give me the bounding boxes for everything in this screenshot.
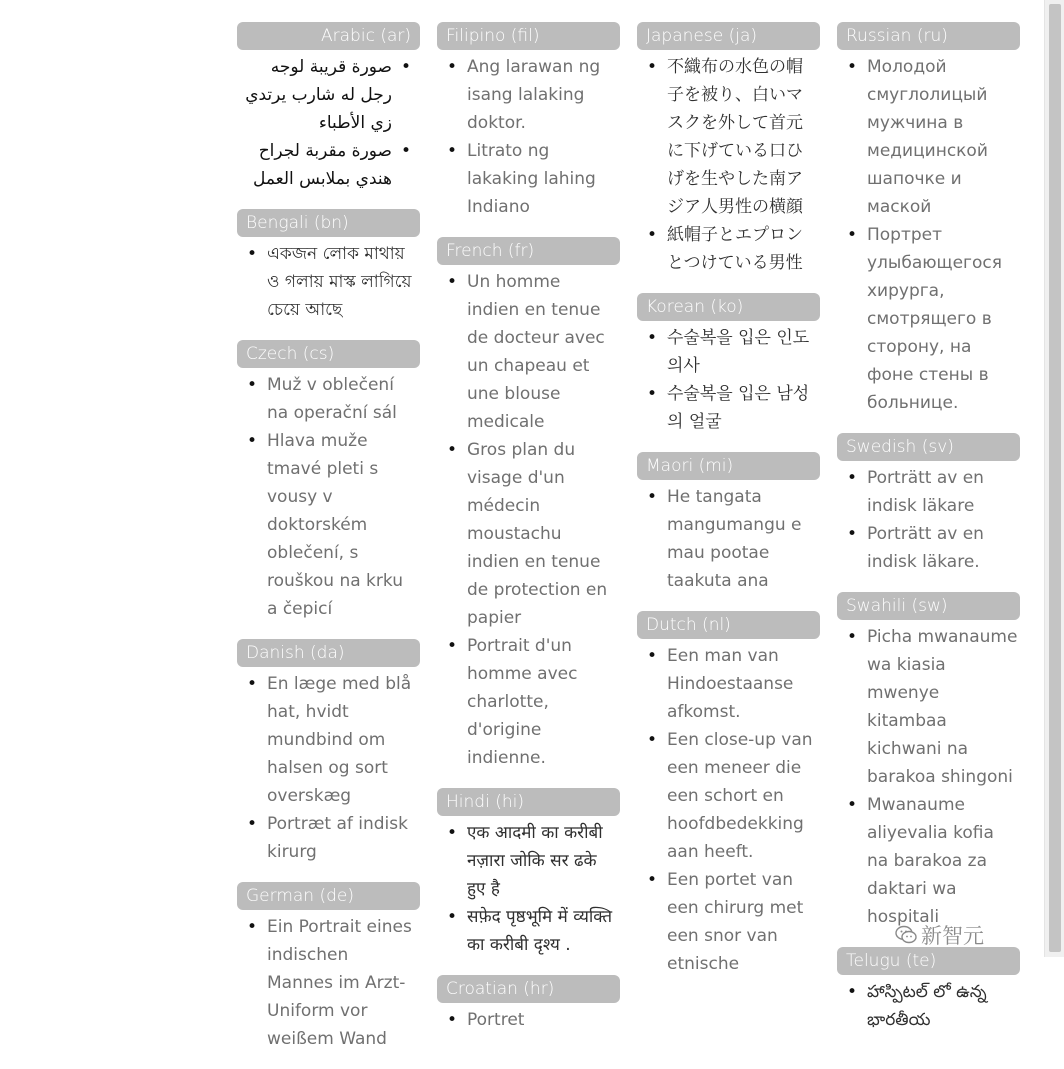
language-section [837, 592, 1020, 931]
caption-item: • En læge med blå hat, hvidt mundbind om halsen og sort overskæg [237, 670, 420, 810]
caption-item: • Picha mwanaume wa kiasia mwenye kitambaa kichwani na barakoa shingoni [837, 623, 1020, 791]
watermark [895, 918, 1035, 952]
caption-item: • Ang larawan ng isang lalaking doktor. [437, 53, 620, 137]
language-section [837, 22, 1020, 417]
language-header: Bengali (bn) [237, 209, 420, 237]
caption-item: • একজন লোক মাথায় ও গলায় মাস্ক লাগিয়ে চেয়ে আছে [237, 240, 420, 324]
language-section [237, 22, 420, 193]
caption-item: • Porträtt av en indisk läkare [837, 464, 1020, 520]
language-section [837, 947, 1020, 1034]
caption-item: • Litrato ng lakaking lahing Indiano [437, 137, 620, 221]
language-column-3 [637, 22, 820, 994]
scrollbar-thumb[interactable] [1049, 4, 1061, 952]
language-header: Czech (cs) [237, 340, 420, 368]
caption-list [637, 324, 820, 436]
caption-list [837, 53, 1020, 417]
caption-item: • 수술복을 입은 남성의 얼굴 [637, 380, 820, 436]
caption-item: • Muž v oblečení na operační sál [237, 371, 420, 427]
language-section [437, 237, 620, 772]
caption-list [237, 670, 420, 866]
language-section [237, 639, 420, 866]
language-section [437, 975, 620, 1034]
caption-item: • 紙帽子とエプロンとつけている男性 [637, 221, 820, 277]
caption-item: • Hlava muže tmavé pleti s vousy v doktorském oblečení, s rouškou na krku a čepicí [237, 427, 420, 623]
caption-list [837, 623, 1020, 931]
language-header: Telugu (te) [837, 947, 1020, 975]
caption-item: • صورة قريبة لوجه رجل له شارب يرتدي زي الأطباء [237, 53, 420, 137]
caption-item: • Portræt af indisk kirurg [237, 810, 420, 866]
caption-item: • Een man van Hindoestaanse afkomst. [637, 642, 820, 726]
language-section [637, 293, 820, 436]
caption-list [637, 642, 820, 978]
caption-item: • Портрет улыбающегося хирурга, смотрящего в сторону, на фоне стены в больнице. [837, 221, 1020, 417]
language-header: Hindi (hi) [437, 788, 620, 816]
caption-item: • Ein Portrait eines indischen Mannes im Arzt-Uniform vor weißem Wand [237, 913, 420, 1053]
caption-list [637, 483, 820, 595]
caption-list [437, 1006, 620, 1034]
caption-list [837, 978, 1020, 1034]
language-section [437, 22, 620, 221]
caption-item: • Gros plan du visage d'un médecin moustachu indien en tenue de protection en papier [437, 436, 620, 632]
caption-item: • सफ़ेद पृष्ठभूमि में व्यक्ति का करीबी दृश्य . [437, 903, 620, 959]
language-header: Japanese (ja) [637, 22, 820, 50]
language-column-1 [237, 22, 420, 1069]
caption-item: • Een portet van een chirurg met een snor van etnische [637, 866, 820, 978]
caption-list [237, 240, 420, 324]
language-section [837, 433, 1020, 576]
caption-list [637, 53, 820, 277]
caption-item: • एक आदमी का करीबी नज़ारा जोकि सर ढके हुए है [437, 819, 620, 903]
caption-list [437, 53, 620, 221]
language-header: Danish (da) [237, 639, 420, 667]
vertical-scrollbar[interactable] [1044, 0, 1064, 957]
caption-item: • صورة مقربة لجراح هندي بملابس العمل [237, 137, 420, 193]
language-section [637, 611, 820, 978]
language-header: Maori (mi) [637, 452, 820, 480]
watermark-text: 新智元 [921, 924, 984, 948]
language-header: French (fr) [437, 237, 620, 265]
wechat-icon [895, 925, 917, 945]
caption-item: • Portret [437, 1006, 620, 1034]
language-header: Croatian (hr) [437, 975, 620, 1003]
language-header: Korean (ko) [637, 293, 820, 321]
caption-item: • Молодой смуглолицый мужчина в медицинской шапочке и маской [837, 53, 1020, 221]
language-section [437, 788, 620, 959]
caption-list [237, 371, 420, 623]
caption-item: • 不織布の水色の帽子を被り、白いマスクを外して首元に下げている口ひげを生やした南アジア人男性の横顔 [637, 53, 820, 221]
language-section [237, 209, 420, 324]
caption-list [437, 268, 620, 772]
language-header: Arabic (ar) [237, 22, 420, 50]
language-section [237, 882, 420, 1053]
caption-list [237, 53, 420, 193]
caption-item: • Mwanaume aliyevalia kofia na barakoa za daktari wa hospitali [837, 791, 1020, 931]
caption-list [837, 464, 1020, 576]
language-column-2 [437, 22, 620, 1050]
language-header: Filipino (fil) [437, 22, 620, 50]
language-header: Russian (ru) [837, 22, 1020, 50]
language-header: German (de) [237, 882, 420, 910]
language-header: Swahili (sw) [837, 592, 1020, 620]
language-section [237, 340, 420, 623]
caption-list [437, 819, 620, 959]
caption-list [237, 913, 420, 1053]
caption-item: • Een close-up van een meneer die een schort en hoofdbedekking aan heeft. [637, 726, 820, 866]
language-header: Dutch (nl) [637, 611, 820, 639]
caption-item: • Un homme indien en tenue de docteur avec un chapeau et une blouse medicale [437, 268, 620, 436]
caption-item: • 수술복을 입은 인도 의사 [637, 324, 820, 380]
language-header: Swedish (sv) [837, 433, 1020, 461]
language-section [637, 452, 820, 595]
caption-item: • హాస్పిటల్ లో ఉన్న భారతీయ [837, 978, 1020, 1034]
caption-item: • He tangata mangumangu e mau pootae taakuta ana [637, 483, 820, 595]
caption-item: • Porträtt av en indisk läkare. [837, 520, 1020, 576]
language-section [637, 22, 820, 277]
caption-item: • Portrait d'un homme avec charlotte, d'origine indienne. [437, 632, 620, 772]
language-column-4 [837, 22, 1020, 1050]
